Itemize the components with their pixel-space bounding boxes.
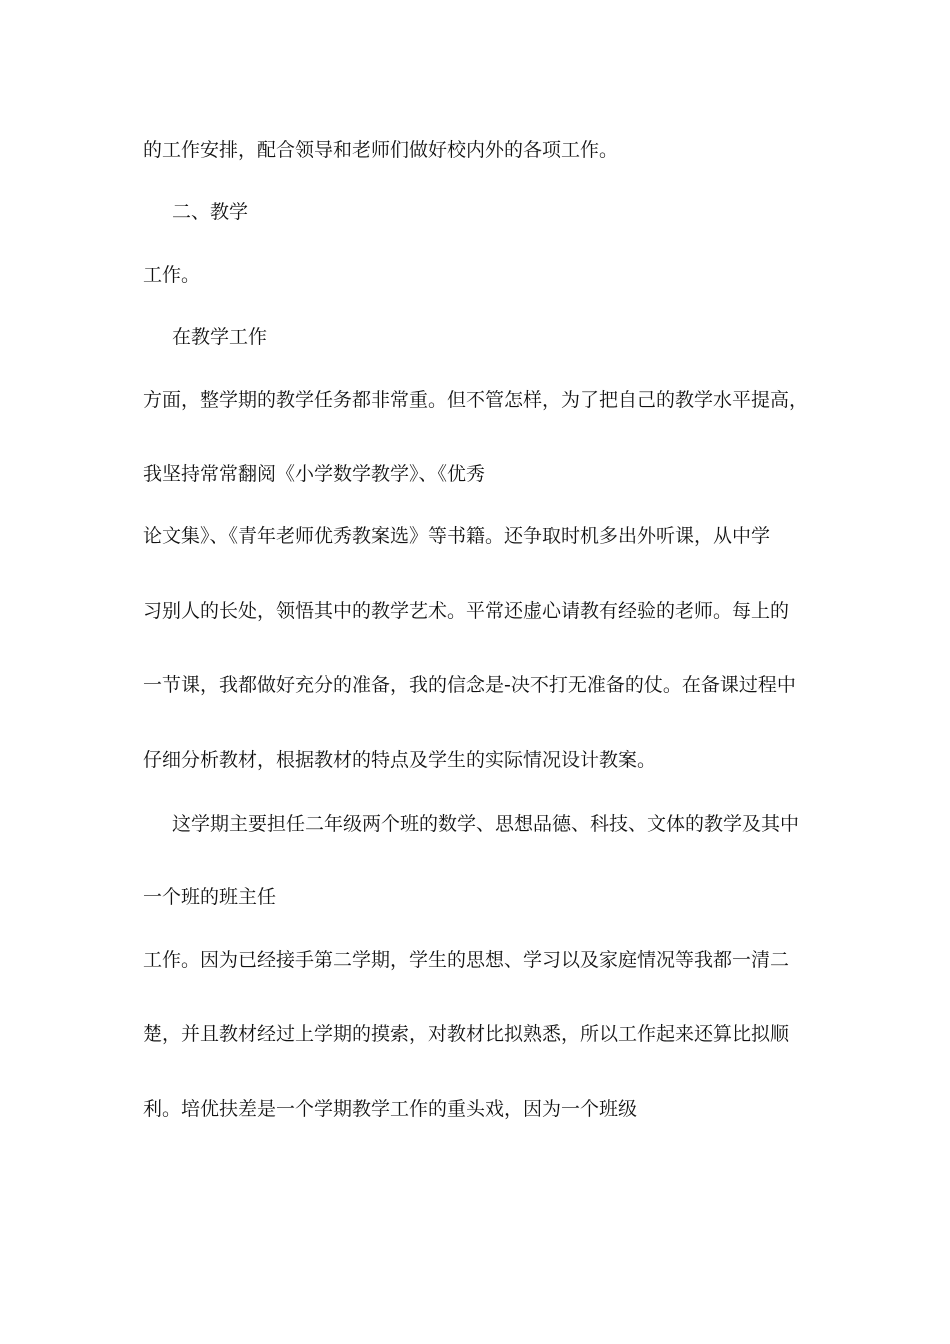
paragraph-line: 论文集》、《青年老师优秀教案选》等书籍。还争取时机多出外听课，从中学 <box>143 525 771 547</box>
paragraph-line: 在教学工作 <box>172 326 268 348</box>
paragraph-line: 我坚持常常翻阅《小学数学教学》、《优秀 <box>143 463 486 485</box>
paragraph-line: 方面，整学期的教学任务都非常重。但不管怎样，为了把自己的教学水平提高， <box>143 389 809 411</box>
paragraph-line: 习别人的长处，领悟其中的教学艺术。平常还虚心请教有经验的老师。每上的 <box>143 600 790 622</box>
paragraph-line: 的工作安排，配合领导和老师们做好校内外的各项工作。 <box>143 139 619 161</box>
section-heading: 二、教学 <box>172 201 249 223</box>
paragraph-line: 一节课，我都做好充分的准备，我的信念是-决不打无准备的仗。在备课过程中 <box>143 674 796 696</box>
paragraph-line: 仔细分析教材，根据教材的特点及学生的实际情况设计教案。 <box>143 749 657 771</box>
paragraph-line: 楚，并且教材经过上学期的摸索，对教材比拟熟悉，所以工作起来还算比拟顺 <box>143 1023 790 1045</box>
paragraph-line: 利。培优扶差是一个学期教学工作的重头戏，因为一个班级 <box>143 1098 638 1120</box>
paragraph-line: 一个班的班主任 <box>143 886 277 908</box>
paragraph-line: 工作。 <box>143 264 201 286</box>
paragraph-line: 这学期主要担任二年级两个班的数学、思想品德、科技、文体的教学及其中 <box>172 813 800 835</box>
paragraph-line: 工作。因为已经接手第二学期，学生的思想、学习以及家庭情况等我都一清二 <box>143 949 790 971</box>
